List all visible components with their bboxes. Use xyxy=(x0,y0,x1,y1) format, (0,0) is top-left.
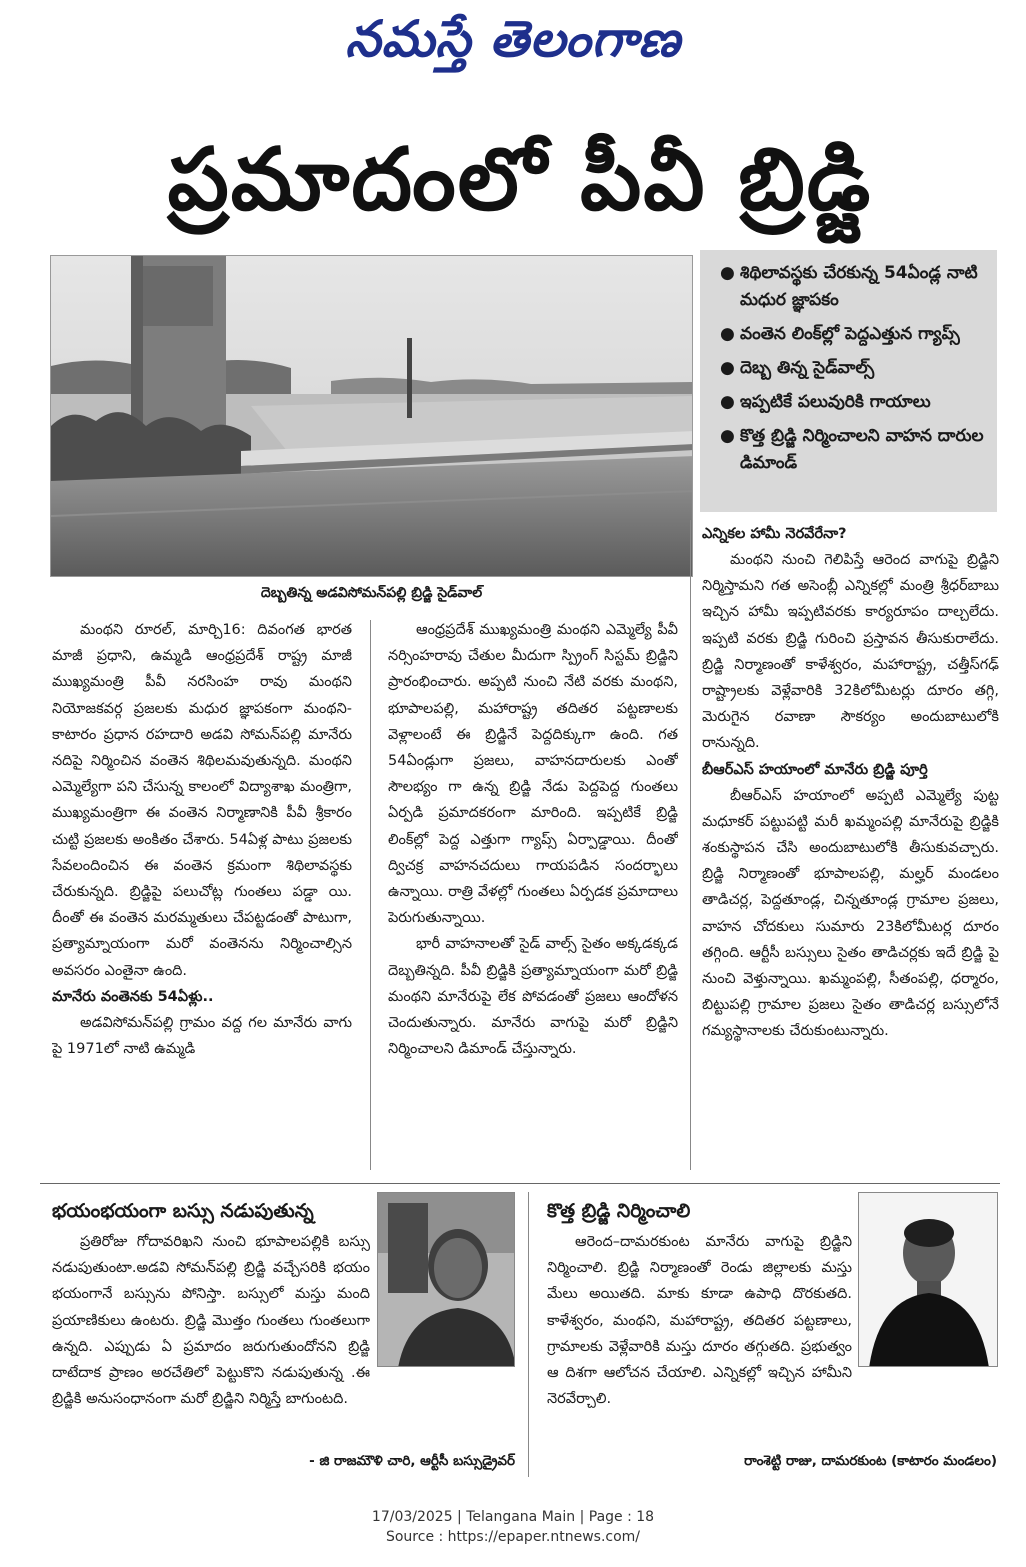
highlights-box xyxy=(700,250,997,512)
section-subhead: ఎన్నికల హామీ నెరవేరేనా? xyxy=(702,526,847,542)
article-column-1 xyxy=(52,617,352,1117)
portrait-driver xyxy=(377,1192,515,1367)
column-divider xyxy=(528,1192,529,1477)
highlight-item: ● ఇప్పటికే పలువురికి గాయాలు xyxy=(720,389,987,416)
article-column-2 xyxy=(388,617,678,1172)
quote-title-left: భయంభయంగా బస్సు నడుపుతున్న xyxy=(52,1200,314,1222)
footer-date-page: 17/03/2025 | Telangana Main | Page : 18 xyxy=(371,1509,655,1525)
quote-credit-right: రాంశెట్టి రాజు, దామరకుంట (కాటారం మండలం) xyxy=(744,1453,997,1469)
masthead xyxy=(0,8,1026,70)
column-divider xyxy=(690,520,691,1170)
photo-caption: దెబ్బతిన్న అడవిసోమన్‌పల్లి బ్రిడ్జి సైడ్‌వాల్ xyxy=(260,585,483,601)
quote-text-right: ఆరెంద–దామరకుంట మానేరు వాగుపై బ్రిడ్జిని నిర్మించాలి. బ్రిడ్జి నిర్మాణంతో రెండు జిల్లాలకు మస్తు మేలు అయితది. మాకు కూడా ఉపాధి దొరకుతది. కాళేశ్వరం, మంథని, మహారాష్ట్ర, తదితర పట్టణాలు, గ్రామాలకు వెళ్లేవారికి మస్తు దూరం తగ్గుతది. ప్రభుత్వం ఆ దిశగా ఆలోచన చేయాలి. ఎన్నికల్లో ఇచ్చిన హామీని నెరవేర్చాలి. xyxy=(547,1234,852,1408)
bridge-photo-image xyxy=(51,256,693,577)
highlights-list xyxy=(720,260,987,477)
bullet-icon: ● xyxy=(720,426,735,446)
section-subhead: మానేరు వంతెనకు 54ఏళ్లు.. xyxy=(52,988,214,1005)
quote-credit-left: - జి రాజమౌళి చారి, ఆర్టీసీ బస్సుడ్రైవర్ xyxy=(309,1453,515,1469)
headline-text: ప్రమాదంలో పీవీ బ్రిడ్జి xyxy=(167,129,873,230)
bullet-icon: ● xyxy=(720,358,735,378)
bullet-icon: ● xyxy=(720,392,735,412)
quote-text-left: ప్రతిరోజు గోదావరిఖని నుంచి భూపాలపల్లికి బస్సు నడుపుతుంటా.అడవి సోమన్‌పల్లి బ్రిడ్జి వచ్చేసరికి భయం భయంగానే బస్సును పోనిస్తా. బస్సులో మస్తు మంది ప్రయాణికులు ఉంటరు. బ్రిడ్జి మొత్తం గుంతలు గుంతలుగా ఉన్నది. ఎప్పుడు ఏ ప్రమాదం జరుగుతుందోనని బ్రిడ్జి దాటేదాక ప్రాణం అరచేతిలో పెట్టుకొని నడుపుతున్న .ఈ బ్రిడ్జికి అనుసంధానంగా మరో బ్రిడ్జిని నిర్మిస్తే బాగుంటది. xyxy=(52,1234,370,1408)
quote-title-right: కొత్త బ్రిడ్జి నిర్మించాలి xyxy=(547,1200,691,1222)
section-divider xyxy=(40,1183,1000,1184)
article-paragraph: భారీ వాహనాలతో సైడ్ వాల్స్ సైతం అక్కడక్కడ దెబ్బతిన్నది. పీవీ బ్రిడ్జికి ప్రత్యామ్నాయంగా మరో బ్రిడ్జి మంథని మానేరుపై లేక పోవడంతో ప్రజలు ఆందోళన చెందుతున్నారు. మానేరు వాగుపై మరో బ్రిడ్జిని నిర్మించాలని డిమాండ్ చేస్తున్నారు. xyxy=(388,936,678,1058)
highlight-item: ● శిథిలావస్థకు చేరకున్న 54ఏండ్ల నాటి మధుర జ్ఞాపకం xyxy=(720,260,987,314)
article-paragraph: మంథని నుంచి గెలిపిస్తే ఆరెంద వాగుపై బ్రిడ్జిని నిర్మిస్తామని గత అసెంబ్లీ ఎన్నికల్లో మంత్రి శ్రీధర్‌బాబు ఇచ్చిన హామీ ఇప్పటివరకు కార్యరూపం దాల్చలేదు. ఇప్పటి వరకు బ్రిడ్జి గురించి ప్రస్తావన తీసుకురాలేదు. బ్రిడ్జి నిర్మాణంతో కాళేశ్వరం, మహారాష్ట్ర, చత్తీస్‌గఢ్ రాష్ట్రాలకు వెళ్లేవారికి 32కిలోమీటర్లు దూరం తగ్గి, మెరుగైన రవాణా సౌకర్యం అందుబాటులోకి రానున్నది. xyxy=(702,552,999,752)
highlight-item: ● దెబ్బ తిన్న సైడ్‌వాల్స్ xyxy=(720,355,987,382)
article-paragraph: మంథని రూరల్, మార్చి16: దివంగత భారత మాజీ ప్రధాని, ఉమ్మడి ఆంధ్రప్రదేశ్ రాష్ట్ర మాజీ ముఖ్యమంత్రి పీవీ నరసింహ రావు మంథని నియోజకవర్గ ప్రజలకు మధుర జ్ఞాపకంగా మంథని-కాటారం ప్రధాన రహదారి అడవి సోమన్‌పల్లి మానేరు నదిపై నిర్మించిన వంతెన శిథిలమవుతున్నది. మంథని ఎమ్మెల్యేగా పని చేసున్న కాలంలో విద్యాశాఖ మంత్రిగా, ముఖ్యమంత్రిగా ఈ వంతెన నిర్మాణానికి పీవీ శ్రీకారం చుట్టి ప్రజలకు అంకితం చేశారు. 54ఏళ్ల పాటు ప్రజలకు సేవలందించిన ఈ వంతెన క్రమంగా శిథిలావస్థకు చేరుకున్నది. బ్రిడ్జిపై పలుచోట్ల గుంతలు పడ్డా యి. దీంతో ఈ వంతెన మరమ్మతులు చేపట్టడంతో పాటుగా, ప్రత్యామ్నాయంగా మరో వంతెనను నిర్మించాల్సిన అవసరం ఎంతైనా ఉంది. xyxy=(52,622,352,979)
portrait-raju-image xyxy=(859,1193,998,1367)
bridge-photo xyxy=(50,255,693,577)
portrait-raju xyxy=(858,1192,998,1367)
article-column-3 xyxy=(702,521,999,1173)
bullet-icon: ● xyxy=(720,324,735,344)
highlight-item: ● వంతెన లింక్‌ల్లో పెద్దఎత్తున గ్యాప్స్ xyxy=(720,321,987,348)
bullet-icon: ● xyxy=(720,263,735,283)
portrait-driver-image xyxy=(378,1193,515,1367)
column-divider xyxy=(370,620,371,1170)
footer-source: Source : https://epaper.ntnews.com/ xyxy=(385,1529,641,1545)
section-subhead: బీఆర్‌ఎస్ హయాంలో మానేరు బ్రిడ్జి పూర్తి xyxy=(702,761,928,778)
article-paragraph: ఆంధ్రప్రదేశ్ ముఖ్యమంత్రి మంథని ఎమ్మెల్యే పీవీ నర్సింహరావు చేతుల మీదుగా స్ప్రింగ్ సిస్టమ్ బ్రిడ్జిని ప్రారంభించారు. అప్పటి నుంచి నేటి వరకు మంథని, భూపాలపల్లి, మహారాష్ట్ర తదితర పట్టణాలకు వెళ్లాలంటే ఈ బ్రిడ్జినే పెద్దదిక్కుగా ఉంది. గత 54ఏండ్లుగా ప్రజలు, వాహనదారులకు ఎంతో సౌలభ్యం గా ఉన్న బ్రిడ్జి నేడు పెద్దపెద్ద గుంతలు ఏర్పడి ప్రమాదకరంగా మారింది. ఇప్పటికే బ్రిడ్జి లింక్‌ల్లో పెద్ద ఎత్తుగా గ్యాప్స్ ఏర్పాడ్డాయి. దీంతో ద్విచక్ర వాహనచదులు గాయపడిన సందర్భాలు ఉన్నాయి. రాత్రి వేళల్లో గుంతలు ఏర్పడక ప్రమాదాలు పెరుగుతున్నాయి. xyxy=(388,622,678,927)
article-paragraph: అడవిసోమన్‌పల్లి గ్రామం వద్ద గల మానేరు వాగు పై 1971లో నాటి ఉమ్మడి xyxy=(52,1014,352,1058)
article-paragraph: బీఆర్‌ఎస్ హయాంలో అప్పటి ఎమ్మెల్యే పుట్ట మధూకర్ పట్టుపట్టి మరీ ఖమ్మంపల్లి మానేరుపై బ్రిడ్జికి శంకుస్థాపన చేసి అందుబాటులోకి తీసుకువచ్చారు. బ్రిడ్జి నిర్మాణంతో భూపాలపల్లి, మల్హర్ మండలం తాడిచర్ల, పెద్దతూండ్ల, చిన్నతూండ్ల గ్రామాల ప్రజలు, వాహన చోదకులు సుమారు 23కిలోమీటర్ల దూరం తగ్గింది. ఆర్టీసీ బస్సులు సైతం తాడిచర్లకు ఇదే బ్రిడ్జి పై నుంచి వెళ్తున్నాయి. ఖమ్మంపల్లి, సీతంపల్లి, ధర్మారం, బిట్టుపల్లి గ్రామాల ప్రజలు సైతం తాడిచర్ల బస్సులోనే గమ్యస్థానాలకు చేరుకుంటున్నారు. xyxy=(702,787,999,1040)
headline xyxy=(40,115,1000,245)
newspaper-logo: నమస్తే తెలంగాణ xyxy=(345,9,681,68)
highlight-item: ● కొత్త బ్రిడ్జి నిర్మించాలని వాహన దారుల డిమాండ్ xyxy=(720,423,987,477)
